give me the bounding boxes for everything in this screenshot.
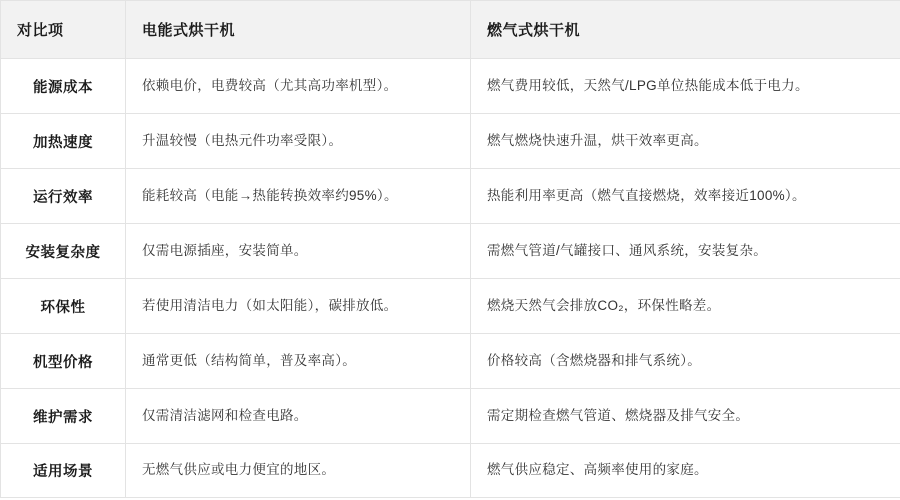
table-row bbox=[1, 334, 900, 389]
table-header bbox=[1, 1, 900, 59]
cell-electric: 升温较慢（电热元件功率受限）。 bbox=[126, 114, 471, 169]
cell-electric: 能耗较高（电能→热能转换效率约95%）。 bbox=[126, 169, 471, 224]
table-row bbox=[1, 224, 900, 279]
cell-gas: 需定期检查燃气管道、燃烧器及排气安全。 bbox=[471, 389, 900, 444]
cell-electric: 通常更低（结构简单，普及率高）。 bbox=[126, 334, 471, 389]
column-header-item: 对比项 bbox=[1, 1, 126, 59]
table-row bbox=[1, 279, 900, 334]
row-header: 环保性 bbox=[1, 279, 126, 334]
cell-electric: 依赖电价，电费较高（尤其高功率机型）。 bbox=[126, 59, 471, 114]
column-header-electric: 电能式烘干机 bbox=[126, 1, 471, 59]
table-row bbox=[1, 444, 900, 498]
cell-gas: 燃气供应稳定、高频率使用的家庭。 bbox=[471, 444, 900, 498]
column-header-gas: 燃气式烘干机 bbox=[471, 1, 900, 59]
cell-gas: 需燃气管道/气罐接口、通风系统，安装复杂。 bbox=[471, 224, 900, 279]
row-header: 安装复杂度 bbox=[1, 224, 126, 279]
table-row bbox=[1, 59, 900, 114]
cell-electric: 无燃气供应或电力便宜的地区。 bbox=[126, 444, 471, 498]
row-header: 运行效率 bbox=[1, 169, 126, 224]
row-header: 加热速度 bbox=[1, 114, 126, 169]
row-header: 维护需求 bbox=[1, 389, 126, 444]
cell-gas: 燃气燃烧快速升温，烘干效率更高。 bbox=[471, 114, 900, 169]
cell-gas: 燃气费用较低，天然气/LPG单位热能成本低于电力。 bbox=[471, 59, 900, 114]
row-header: 适用场景 bbox=[1, 444, 126, 498]
cell-gas: 燃烧天然气会排放CO₂，环保性略差。 bbox=[471, 279, 900, 334]
table-header-row bbox=[1, 1, 900, 59]
table-row bbox=[1, 114, 900, 169]
table-row bbox=[1, 389, 900, 444]
cell-electric: 仅需清洁滤网和检查电路。 bbox=[126, 389, 471, 444]
cell-electric: 仅需电源插座，安装简单。 bbox=[126, 224, 471, 279]
row-header: 能源成本 bbox=[1, 59, 126, 114]
cell-gas: 热能利用率更高（燃气直接燃烧，效率接近100%）。 bbox=[471, 169, 900, 224]
table-row bbox=[1, 169, 900, 224]
cell-electric: 若使用清洁电力（如太阳能），碳排放低。 bbox=[126, 279, 471, 334]
cell-gas: 价格较高（含燃烧器和排气系统）。 bbox=[471, 334, 900, 389]
row-header: 机型价格 bbox=[1, 334, 126, 389]
table-body bbox=[1, 59, 900, 498]
